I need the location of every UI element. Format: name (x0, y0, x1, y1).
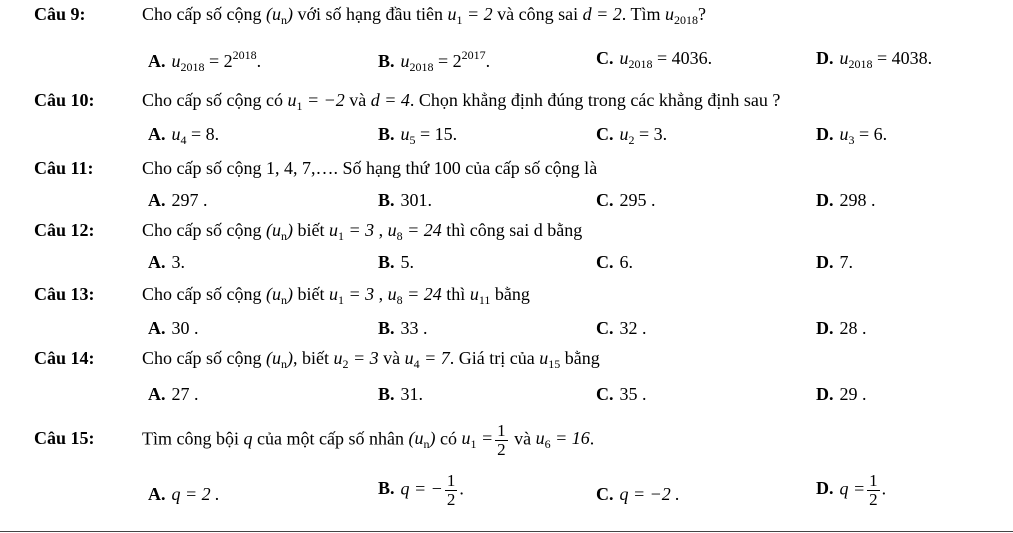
question-9 (34, 4, 706, 28)
question-text: Cho cấp số cộng (142, 220, 266, 240)
math-seq: $(u_n)$ (265, 220, 293, 243)
option-exponent: 2018 (232, 48, 257, 62)
option-rhs: = 8 (191, 124, 215, 144)
option-letter: B. (378, 384, 395, 404)
option-letter: C. (596, 124, 614, 144)
question-label: Câu 13: (34, 284, 95, 304)
option-tail: . (707, 48, 713, 68)
question-text: Cho cấp số cộng (142, 348, 266, 368)
question-text: biết (292, 220, 329, 240)
option-tail: . (927, 48, 933, 68)
option-letter: B. (378, 124, 395, 144)
option-tail: . (459, 478, 464, 499)
math-condition: $u_6 = 16$ (535, 428, 590, 452)
fraction-numerator: 1 (446, 471, 456, 490)
option-letter: A. (148, 384, 166, 404)
math-seq: $(u_n)$ (265, 4, 293, 27)
option-rhs: = 2 (209, 51, 233, 71)
math-target: $u_{11}$ (469, 284, 491, 307)
option-letter: D. (816, 318, 834, 338)
option-letter: C. (596, 190, 614, 210)
option-lhs: $u_4$ (171, 124, 187, 147)
option-b[interactable] (378, 48, 490, 75)
question-13 (34, 284, 530, 308)
fraction (867, 472, 880, 509)
question-text: . Tìm (621, 4, 665, 24)
option-exponent: 2017 (461, 48, 486, 62)
option-letter: A. (148, 318, 166, 338)
question-15 (34, 422, 594, 459)
question-text: Cho cấp số cộng 1, 4, 7,…. Số hạng thứ 100 của cấp số cộng là (142, 158, 598, 178)
option-rhs: = 4038 (877, 48, 928, 68)
math-condition: $u_1 = 3$ (328, 284, 375, 307)
math-condition: d = 4 (370, 90, 410, 110)
math-condition: $u_8 = 24$ (387, 220, 442, 243)
question-text: biết (292, 284, 329, 304)
option-a[interactable] (148, 384, 199, 405)
option-letter: B. (378, 51, 395, 71)
bottom-divider (0, 531, 1013, 532)
option-c[interactable] (596, 318, 647, 339)
option-text: 29 . (839, 384, 867, 404)
math-seq: $(u_n)$ (265, 348, 293, 371)
option-d[interactable] (816, 472, 886, 509)
option-letter: C. (596, 384, 614, 404)
option-letter: B. (378, 318, 395, 338)
option-text: q = −2 . (619, 484, 680, 504)
option-d[interactable] (816, 384, 867, 405)
option-c[interactable] (596, 384, 647, 405)
option-a[interactable] (148, 190, 208, 211)
question-label: Câu 9: (34, 4, 86, 24)
question-text: . (589, 428, 595, 449)
option-tail: . (881, 478, 887, 499)
option-text: 30 . (171, 318, 199, 338)
option-letter: C. (596, 318, 614, 338)
question-text: Cho cấp số cộng (142, 4, 266, 24)
option-text: 6. (619, 252, 633, 272)
option-a[interactable] (148, 48, 261, 75)
option-b[interactable] (378, 252, 414, 273)
option-b[interactable] (378, 318, 428, 339)
question-text: và (378, 348, 405, 368)
option-letter: A. (148, 51, 166, 71)
option-text: 35 . (619, 384, 647, 404)
question-label: Câu 11: (34, 158, 94, 178)
option-letter: A. (148, 484, 166, 504)
option-c[interactable] (596, 124, 667, 148)
question-text: của một cấp số nhân (252, 428, 409, 449)
option-rhs: = 6 (859, 124, 883, 144)
option-lhs: $u_{2018}$ (400, 51, 434, 74)
option-lhs: $u_5$ (400, 124, 416, 147)
option-tail: . (452, 124, 458, 144)
option-rhs: = 15 (420, 124, 453, 144)
option-letter: C. (596, 48, 614, 68)
option-text: 301. (400, 190, 433, 210)
option-rhs: = 2 (438, 51, 462, 71)
option-letter: D. (816, 384, 834, 404)
question-text: Cho cấp số cộng (142, 284, 266, 304)
option-lhs: $u_3$ (839, 124, 855, 147)
option-text: 297 . (171, 190, 208, 210)
option-d[interactable] (816, 124, 887, 148)
question-10 (34, 90, 780, 114)
question-11 (34, 158, 597, 179)
option-text: 28 . (839, 318, 867, 338)
option-text: 5. (400, 252, 415, 272)
option-letter: C. (596, 484, 614, 504)
option-letter: D. (816, 252, 834, 272)
fraction-denominator: 2 (446, 489, 456, 509)
option-lhs: $u_{2018}$ (619, 48, 653, 71)
option-d[interactable] (816, 252, 853, 273)
question-text: và (509, 428, 536, 449)
fraction-numerator: 1 (497, 421, 506, 440)
option-rhs: = 4036 (657, 48, 708, 68)
option-letter: D. (816, 124, 834, 144)
question-label: Câu 15: (34, 428, 95, 449)
option-c[interactable] (596, 252, 633, 273)
option-a[interactable] (148, 124, 219, 148)
option-text: 295 . (619, 190, 656, 210)
option-letter: B. (378, 190, 395, 210)
question-text: với số hạng đầu tiên (292, 4, 448, 24)
option-letter: B. (378, 478, 395, 499)
question-text: . Chọn khẳng định đúng trong các khẳng định sau ? (409, 90, 781, 110)
math-condition: $u_8 = 24$ (387, 284, 442, 307)
question-text: , biết (292, 348, 334, 368)
option-text: 32 . (619, 318, 647, 338)
option-c[interactable] (596, 48, 712, 72)
option-text: 27 . (171, 384, 199, 404)
question-label: Câu 12: (34, 220, 95, 240)
option-rhs: = 3 (639, 124, 663, 144)
question-12 (34, 220, 582, 244)
option-c[interactable] (596, 484, 680, 505)
question-label: Câu 14: (34, 348, 95, 368)
option-letter: C. (596, 252, 614, 272)
option-letter: D. (816, 190, 834, 210)
math-symbol: q (243, 428, 253, 449)
question-text: và công sai (492, 4, 583, 24)
math-condition: $u_1 = -2$ (287, 90, 345, 113)
option-lhs: $u_{2018}$ (171, 51, 205, 74)
option-text: 33 . (400, 318, 428, 338)
option-tail: . (256, 51, 262, 71)
math-condition: $u_4 = 7$ (404, 348, 450, 371)
math-condition: $u_1 = 3$ (328, 220, 375, 243)
question-text: ? (697, 4, 706, 24)
option-letter: A. (148, 252, 166, 272)
math-condition: $u_2 = 3$ (333, 348, 379, 371)
option-a[interactable] (148, 318, 199, 339)
option-tail: . (485, 51, 491, 71)
question-text: thì (441, 284, 470, 304)
option-b[interactable] (378, 472, 464, 509)
question-text: thì công sai d bằng (441, 220, 583, 240)
question-14 (34, 348, 600, 372)
option-letter: B. (378, 252, 395, 272)
math-condition: $u_1 = 2$ (447, 4, 493, 27)
question-text: bằng (560, 348, 600, 368)
option-d[interactable] (816, 318, 867, 339)
math-target: $u_{15}$ (539, 348, 561, 371)
option-b[interactable] (378, 384, 423, 405)
option-a[interactable] (148, 484, 220, 505)
math-condition: $u_1$ = (461, 428, 494, 452)
option-text: q = 2 . (171, 484, 220, 504)
option-b[interactable] (378, 124, 457, 148)
option-letter: D. (816, 48, 834, 68)
question-text: Cho cấp số cộng có (142, 90, 288, 110)
math-condition: d = 2 (582, 4, 622, 24)
option-lhs: q = (839, 478, 866, 499)
option-lhs: $u_{2018}$ (839, 48, 873, 71)
option-lhs: q = − (400, 478, 443, 499)
math-seq: $(u_n)$ (408, 428, 436, 452)
math-seq: $(u_n)$ (265, 284, 293, 307)
fraction (445, 472, 458, 509)
option-b[interactable] (378, 190, 432, 211)
option-text: 298 . (839, 190, 876, 210)
question-text: , (374, 284, 388, 304)
option-text: 31. (400, 384, 424, 404)
question-text: và (344, 90, 371, 110)
option-tail: . (662, 124, 668, 144)
option-tail: . (882, 124, 888, 144)
question-text: bằng (490, 284, 530, 304)
question-text: . Giá trị của (449, 348, 540, 368)
question-text: Tìm công bội (142, 428, 244, 449)
option-letter: D. (816, 478, 834, 499)
question-text: có (435, 428, 462, 449)
option-text: 7. (839, 252, 853, 272)
option-a[interactable] (148, 252, 185, 273)
fraction (495, 422, 508, 459)
question-label: Câu 10: (34, 90, 95, 110)
option-d[interactable] (816, 190, 876, 211)
option-c[interactable] (596, 190, 656, 211)
option-lhs: $u_2$ (619, 124, 635, 147)
question-text: , (374, 220, 388, 240)
option-letter: A. (148, 124, 166, 144)
fraction-denominator: 2 (869, 489, 878, 509)
option-d[interactable] (816, 48, 932, 72)
option-letter: A. (148, 190, 166, 210)
option-text: 3. (171, 252, 185, 272)
fraction-numerator: 1 (869, 471, 878, 490)
fraction-denominator: 2 (497, 439, 506, 459)
math-target: $u_{2018}$ (664, 4, 698, 27)
option-tail: . (214, 124, 220, 144)
